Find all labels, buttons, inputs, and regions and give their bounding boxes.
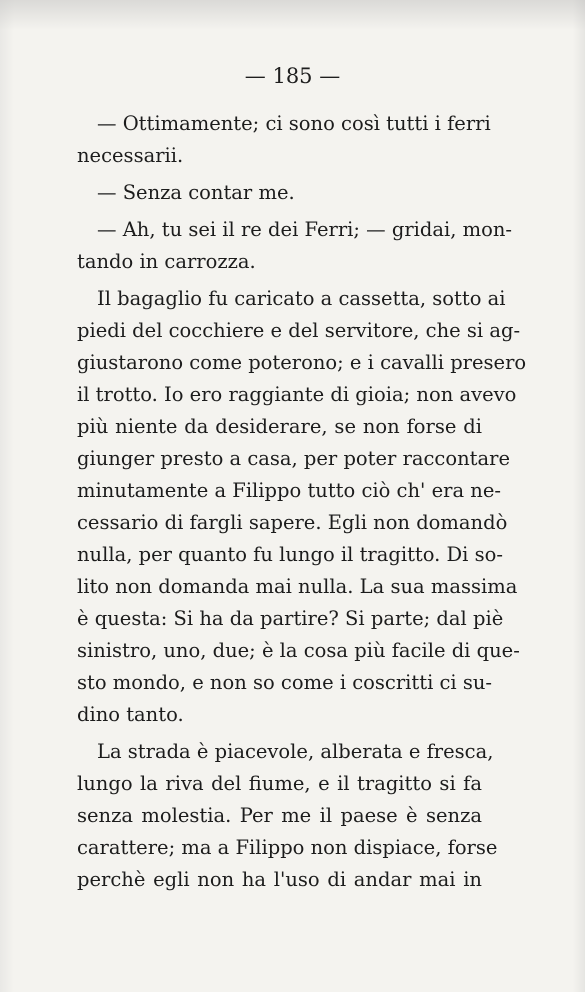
text-line: necessarii. bbox=[77, 144, 184, 167]
text-line: minutamente a Filippo tutto ciò ch' era ne- bbox=[77, 479, 501, 502]
text-line: La strada è piacevole, alberata e fresca, bbox=[97, 740, 494, 763]
text-line: — Ottimamente; ci sono così tutti i ferri bbox=[97, 112, 491, 135]
text-line: il trotto. Io ero raggiante di gioia; non avevo bbox=[77, 383, 517, 406]
text-line: è questa: Si ha da partire? Si parte; dal piè bbox=[77, 607, 504, 630]
text-line: Il bagaglio fu caricato a cassetta, sotto ai bbox=[97, 287, 506, 310]
text-line: carattere; ma a Filippo non dispiace, forse bbox=[77, 836, 498, 859]
text-line: piedi del cocchiere e del servitore, che si ag- bbox=[77, 319, 521, 342]
paragraph-5 bbox=[77, 736, 498, 896]
text-line: dino tanto. bbox=[77, 703, 184, 726]
text-line: lungo la riva del fiume, e il tragitto si fa bbox=[77, 772, 482, 795]
paragraph-2 bbox=[77, 177, 482, 209]
text-line: tando in carrozza. bbox=[77, 250, 256, 273]
page-number: — 185 — bbox=[244, 64, 341, 88]
text-line: sto mondo, e non so come i coscritti ci su- bbox=[77, 671, 493, 694]
text-line: — Senza contar me. bbox=[97, 181, 295, 204]
text-line: — Ah, tu sei il re dei Ferri; — gridai, mon- bbox=[97, 218, 513, 241]
text-line: lito non domanda mai nulla. La sua massima bbox=[77, 575, 518, 598]
paragraph-3 bbox=[77, 214, 513, 278]
text-line: giustarono come poterono; e i cavalli presero bbox=[77, 351, 527, 374]
text-line: senza molestia. Per me il paese è senza bbox=[77, 804, 482, 827]
body-text bbox=[77, 108, 527, 896]
paragraph-1 bbox=[77, 108, 491, 172]
paragraph-4 bbox=[77, 283, 527, 731]
text-line: giunger presto a casa, per poter raccontare bbox=[77, 447, 510, 470]
text-line: nulla, per quanto fu lungo il tragitto. Di so- bbox=[77, 543, 503, 566]
text-line: perchè egli non ha l'uso di andar mai in bbox=[77, 868, 482, 891]
text-line: cessario di fargli sapere. Egli non domandò bbox=[77, 511, 508, 534]
text-line: sinistro, uno, due; è la cosa più facile di que- bbox=[77, 639, 520, 662]
text-line: più niente da desiderare, se non forse di bbox=[77, 415, 482, 438]
